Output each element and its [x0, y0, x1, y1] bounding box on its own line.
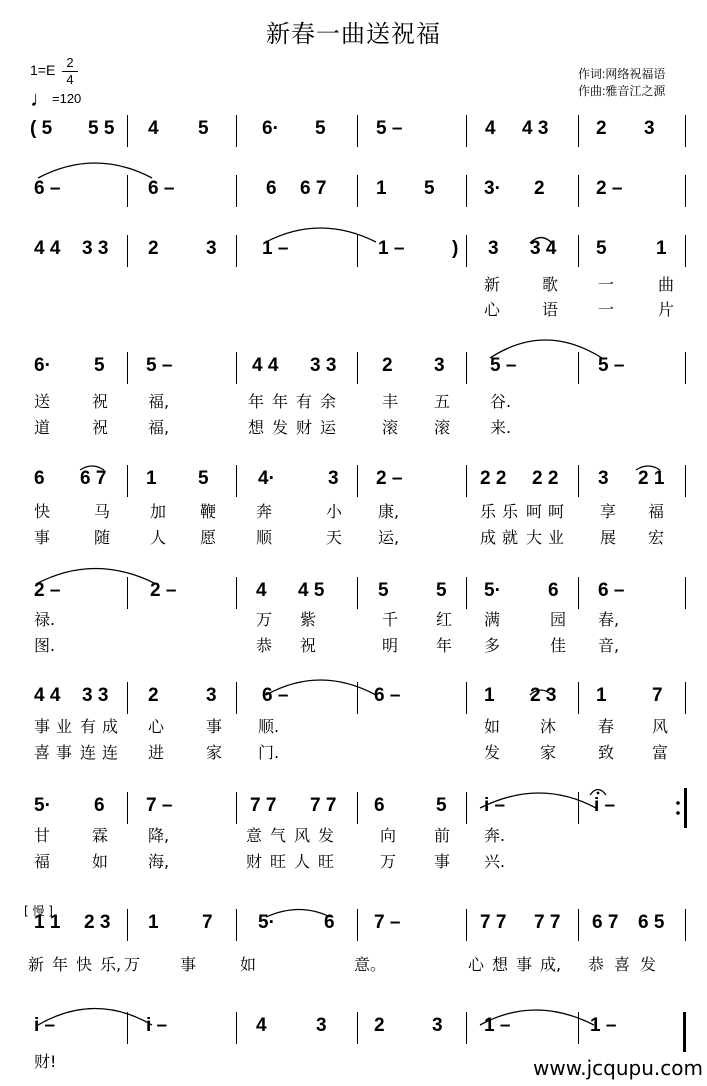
fermata-dot: [597, 792, 600, 795]
note-group: 4 5: [298, 580, 325, 601]
lyric-char: 天: [326, 528, 343, 547]
lyric-char: 成,: [540, 955, 562, 974]
lyric-char: 恭: [256, 636, 273, 655]
lyric-char: 随: [94, 528, 111, 547]
note-group: 1: [376, 178, 387, 199]
lyric-char: 事: [516, 955, 533, 974]
lyric-char: 呵: [526, 502, 543, 521]
note-group: 4·: [258, 468, 275, 489]
lyric-char: 愿: [200, 528, 217, 547]
lyric-char: 发: [640, 955, 657, 974]
lyric-char: 向: [380, 826, 397, 845]
lyric-char: 运: [320, 418, 337, 437]
note-group: ): [452, 238, 459, 259]
note-group: 6·: [34, 355, 51, 376]
note-group: 5 –: [598, 355, 625, 376]
lyric-char: 一: [598, 300, 615, 319]
note-group: 2: [596, 118, 607, 139]
note-group: 3: [488, 238, 499, 259]
note-group: 2 3: [530, 685, 557, 706]
lyric-char: 旺: [318, 852, 335, 871]
note-group: 4: [256, 580, 267, 601]
lyric-char: 意: [246, 826, 263, 845]
tie-arc: [266, 228, 376, 242]
lyric-char: 佳: [550, 636, 567, 655]
note-group: 6: [266, 178, 277, 199]
lyric-char: 丰: [382, 392, 399, 411]
note-group: 5·: [258, 912, 275, 933]
note-group: 5 5: [88, 118, 115, 139]
lyric-char: 家: [206, 743, 223, 762]
note-group: 2: [148, 685, 159, 706]
tie-arc: [480, 793, 596, 808]
lyric-char: 多: [484, 636, 501, 655]
note-group: 2 2: [480, 468, 507, 489]
lyric-char: 年: [248, 392, 265, 411]
note-group: 7 7: [250, 795, 277, 816]
lyric-char: 风: [294, 826, 311, 845]
lyric-char: 事: [34, 717, 51, 736]
lyric-char: 风: [652, 717, 669, 736]
lyric-char: 家: [540, 743, 557, 762]
lyric-char: 来.: [490, 418, 512, 437]
note-group: 5: [315, 118, 326, 139]
lyric-char: 乐: [480, 502, 497, 521]
lyric-char: 福: [648, 502, 665, 521]
lyric-char: 兴.: [484, 852, 506, 871]
tie-arc: [480, 1010, 594, 1025]
note-group: 5: [378, 580, 389, 601]
lyric-char: 康,: [378, 502, 400, 521]
note-group: 1 –: [262, 238, 289, 259]
lyric-char: 发: [318, 826, 335, 845]
note-group: 2: [148, 238, 159, 259]
lyric-char: 万: [256, 610, 273, 629]
lyric-char: 旺: [270, 852, 287, 871]
lyric-char: 降,: [148, 826, 170, 845]
note-group: 1: [146, 468, 157, 489]
lyric-char: 曲: [658, 275, 675, 294]
note-group: 1: [148, 912, 159, 933]
watermark: www.jcqupu.com: [533, 1056, 703, 1080]
note-group: i –: [146, 1015, 168, 1036]
note-group: 4 4: [34, 685, 61, 706]
lyric-char: 新: [28, 955, 45, 974]
lyric-char: 快: [76, 955, 93, 974]
lyric-char: 万: [380, 852, 397, 871]
note-group: 5·: [34, 795, 51, 816]
note-group: 5: [198, 468, 209, 489]
lyric-char: 海,: [148, 852, 170, 871]
lyric-char: 滚: [382, 418, 399, 437]
lyric-char: 财!: [34, 1052, 57, 1071]
lyric-char: 事: [206, 717, 223, 736]
lyric-char: 春,: [598, 610, 620, 629]
lyric-char: 霖: [92, 826, 109, 845]
note-group: 1 1: [34, 912, 61, 933]
note-group: 2 3: [84, 912, 111, 933]
lyric-char: 事: [434, 852, 451, 871]
note-group: 5: [424, 178, 435, 199]
lyric-char: 心: [484, 300, 501, 319]
lyric-char: 乐: [502, 502, 519, 521]
note-group: 4: [256, 1015, 267, 1036]
note-group: 5: [436, 795, 447, 816]
lyric-char: 道: [34, 418, 51, 437]
note-group: i –: [594, 795, 616, 816]
lyric-char: 春: [598, 717, 615, 736]
composer: 作曲:雅音江之源: [578, 84, 666, 98]
note-group: 6 7: [80, 468, 107, 489]
key-signature: 1=E: [30, 62, 56, 78]
note-group: 2: [374, 1015, 385, 1036]
lyric-char: 年: [272, 392, 289, 411]
lyric-char: 喜: [34, 743, 51, 762]
note-group: 7 7: [534, 912, 561, 933]
lyric-char: 五: [434, 392, 451, 411]
lyric-char: 送: [34, 392, 51, 411]
lyric-char: 有: [296, 392, 313, 411]
lyric-char: 祝: [92, 392, 109, 411]
note-group: 3: [434, 355, 445, 376]
lyric-char: 谷.: [490, 392, 512, 411]
lyric-char: 福: [34, 852, 51, 871]
tie-arc: [490, 340, 602, 358]
lyric-char: 成: [102, 717, 119, 736]
lyric-char: 红: [436, 610, 453, 629]
tie-arc: [266, 680, 376, 695]
lyric-char: 财: [296, 418, 313, 437]
lyric-char: 想: [492, 955, 509, 974]
note-group: 1: [596, 685, 607, 706]
lyric-char: 歌: [542, 275, 559, 294]
lyric-char: 园: [550, 610, 567, 629]
lyric-char: 祝: [300, 636, 317, 655]
lyric-char: 享: [600, 502, 617, 521]
lyric-char: 发: [484, 743, 501, 762]
lyric-char: 满: [484, 610, 501, 629]
note-group: 4: [148, 118, 159, 139]
tie-arc: [36, 569, 156, 585]
lyric-char: 门.: [258, 743, 280, 762]
note-group: 5 –: [376, 118, 403, 139]
lyric-char: 连: [80, 743, 97, 762]
note-group: 1: [484, 685, 495, 706]
tie-arc: [38, 1009, 152, 1026]
lyric-char: 展: [600, 528, 617, 547]
note-group: 6 5: [638, 912, 665, 933]
lyric-char: 心: [468, 955, 485, 974]
note-group: 6: [374, 795, 385, 816]
note-group: 3: [316, 1015, 327, 1036]
note-group: 6 –: [148, 178, 175, 199]
lyric-char: 小: [326, 502, 343, 521]
lyric-char: 鞭: [200, 502, 217, 521]
lyric-char: 奔.: [484, 826, 506, 845]
note-group: 3: [432, 1015, 443, 1036]
lyric-char: 祝: [92, 418, 109, 437]
lyric-char: 福,: [148, 418, 170, 437]
note-group: 2 2: [532, 468, 559, 489]
note-group: 2 –: [34, 580, 61, 601]
tie-arc: [636, 466, 660, 470]
lyric-char: 福,: [148, 392, 170, 411]
lyric-char: 如: [92, 852, 109, 871]
lyric-char: 大: [526, 528, 543, 547]
note-group: 5 –: [146, 355, 173, 376]
lyric-char: 千: [382, 610, 399, 629]
lyric-char: 恭: [588, 955, 605, 974]
note-group: 6 7: [592, 912, 619, 933]
note-group: 6: [94, 795, 105, 816]
tie-arc: [266, 910, 330, 918]
tempo-value: =120: [52, 91, 82, 106]
note-group: 3 4: [530, 238, 557, 259]
note-group: 3·: [484, 178, 501, 199]
time-signature-bottom: 4: [66, 72, 74, 87]
lyric-char: 进: [148, 743, 165, 762]
lyric-char: 乐,: [100, 955, 122, 974]
quarter-note-icon: ♩: [30, 86, 52, 111]
tie-arc: [80, 466, 104, 470]
lyric-char: 万: [124, 955, 141, 974]
lyric-char: 事: [34, 528, 51, 547]
note-group: 4 3: [522, 118, 549, 139]
lyric-char: 就: [502, 528, 519, 547]
note-group: 2: [382, 355, 393, 376]
lyric-char: 事: [180, 955, 197, 974]
note-group: 1 –: [484, 1015, 511, 1036]
note-group: 2 –: [150, 580, 177, 601]
note-group: 7 7: [310, 795, 337, 816]
note-group: i –: [484, 795, 506, 816]
lyric-char: 年: [436, 636, 453, 655]
repeat-barline-thick: [684, 788, 687, 828]
repeat-dot: [676, 811, 680, 815]
note-group: 7: [652, 685, 663, 706]
lyric-char: 运,: [378, 528, 400, 547]
note-group: 6 –: [374, 685, 401, 706]
note-group: 3: [206, 685, 217, 706]
note-group: 4: [485, 118, 496, 139]
note-group: 7 7: [480, 912, 507, 933]
note-group: 6·: [262, 118, 279, 139]
note-group: 6 7: [300, 178, 327, 199]
note-group: 3: [644, 118, 655, 139]
repeat-dot: [676, 801, 680, 805]
note-group: 6: [548, 580, 559, 601]
lyric-char: 明: [382, 636, 399, 655]
lyric-char: 甘: [34, 826, 51, 845]
lyric-char: 喜: [614, 955, 631, 974]
note-group: 5 –: [490, 355, 517, 376]
time-signature-top: 2: [66, 55, 74, 70]
lyric-char: 成: [480, 528, 497, 547]
note-group: i –: [34, 1015, 56, 1036]
note-group: 6 –: [34, 178, 61, 199]
note-group: 3: [328, 468, 339, 489]
lyric-char: 事: [56, 743, 73, 762]
lyric-char: 意。: [354, 955, 387, 974]
lyric-char: 宏: [648, 528, 665, 547]
note-group: 2 1: [638, 468, 665, 489]
note-group: 7: [202, 912, 213, 933]
note-group: 5: [436, 580, 447, 601]
lyric-char: 如: [240, 955, 257, 974]
lyric-char: 发: [272, 418, 289, 437]
note-group: 3 3: [310, 355, 337, 376]
lyric-char: 沐: [540, 717, 557, 736]
note-group: 7 –: [146, 795, 173, 816]
tie-arc: [530, 690, 552, 695]
note-group: 5·: [484, 580, 501, 601]
lyric-char: 人: [150, 528, 167, 547]
note-group: 6 –: [262, 685, 289, 706]
note-group: 4 4: [34, 238, 61, 259]
slow-mark: [ 慢 ]: [24, 904, 53, 918]
note-group: 5: [198, 118, 209, 139]
lyric-char: 呵: [548, 502, 565, 521]
note-group: 2 –: [376, 468, 403, 489]
note-group: 1 –: [590, 1015, 617, 1036]
note-group: 6: [324, 912, 335, 933]
lyric-char: 致: [598, 743, 615, 762]
tie-arc: [38, 163, 152, 178]
lyric-char: 加: [150, 502, 167, 521]
lyric-char: 新: [484, 275, 501, 294]
lyric-char: 音,: [598, 636, 620, 655]
lyric-char: 顺.: [258, 717, 280, 736]
lyric-char: 年: [52, 955, 69, 974]
note-group: 3: [598, 468, 609, 489]
lyric-char: 滚: [434, 418, 451, 437]
lyric-char: 快: [34, 502, 51, 521]
note-group: 3: [206, 238, 217, 259]
note-group: 6: [34, 468, 45, 489]
note-group: 1 –: [378, 238, 405, 259]
song-title: 新春一曲送祝福: [266, 20, 441, 48]
lyric-char: 富: [652, 743, 669, 762]
lyric-char: 人: [294, 852, 311, 871]
lyric-char: 片: [658, 300, 675, 319]
lyric-char: 紫: [300, 610, 317, 629]
lyric-char: 连: [102, 743, 119, 762]
note-group: 3 3: [82, 238, 109, 259]
lyric-char: 心: [148, 717, 165, 736]
final-barline-thick: [683, 1012, 686, 1052]
note-group: 5: [596, 238, 607, 259]
lyric-char: 禄.: [34, 610, 56, 629]
lyric-char: 有: [80, 717, 97, 736]
note-group: 1: [656, 238, 667, 259]
lyric-char: 业: [56, 717, 73, 736]
lyric-char: 气: [270, 826, 287, 845]
note-group: 7 –: [374, 912, 401, 933]
lyric-char: 一: [598, 275, 615, 294]
lyric-char: 图.: [34, 636, 56, 655]
lyric-char: 余: [320, 392, 337, 411]
lyric-char: 如: [484, 717, 501, 736]
lyric-char: 语: [542, 300, 559, 319]
tie-arc: [530, 238, 552, 244]
note-group: 2 –: [596, 178, 623, 199]
note-group: ( 5: [30, 118, 53, 139]
note-group: 4 4: [252, 355, 279, 376]
lyricist: 作词:网络祝福语: [578, 67, 666, 81]
note-group: 2: [534, 178, 545, 199]
note-group: 6 –: [598, 580, 625, 601]
lyric-char: 奔: [256, 502, 273, 521]
note-group: 3 3: [82, 685, 109, 706]
lyric-char: 财: [246, 852, 263, 871]
lyric-char: 前: [434, 826, 451, 845]
lyric-char: 马: [94, 502, 111, 521]
lyric-char: 业: [548, 528, 565, 547]
lyric-char: 顺: [256, 528, 273, 547]
lyric-char: 想: [248, 418, 265, 437]
note-group: 5: [94, 355, 105, 376]
